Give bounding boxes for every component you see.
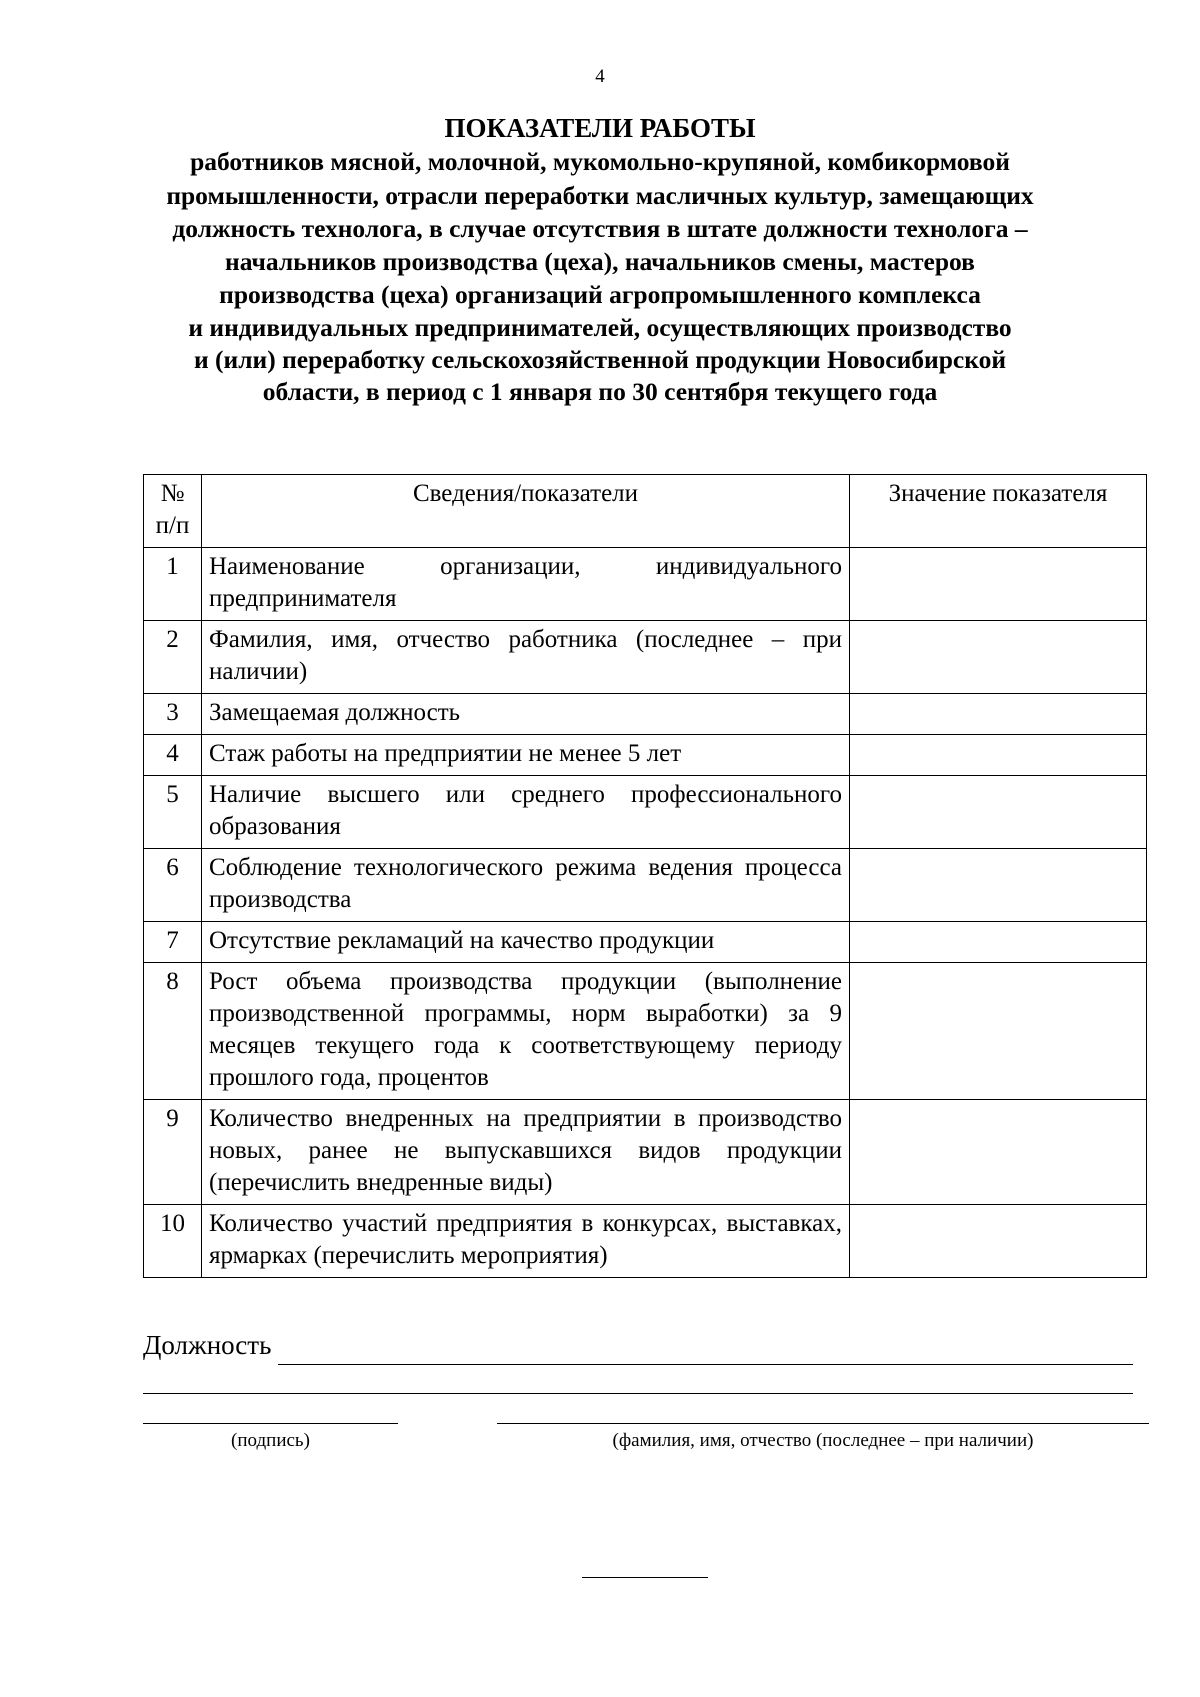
row-value[interactable] <box>850 776 1147 849</box>
subtitle-line: должность технолога, в случае отсутствия в штате должности технолога – <box>172 214 1028 243</box>
row-value[interactable] <box>850 1100 1147 1205</box>
table-row <box>144 922 1147 963</box>
subtitle-line: и (или) переработку сельскохозяйственной продукции Новосибирской <box>193 345 1007 374</box>
header-num: № п/п <box>144 475 202 548</box>
row-value[interactable] <box>850 621 1147 694</box>
position-field[interactable] <box>143 1330 1133 1370</box>
position-continuation-line[interactable] <box>143 1393 1133 1394</box>
end-of-document-rule <box>582 1577 708 1578</box>
row-number: 9 <box>144 1100 202 1205</box>
row-indicator: Фамилия, имя, отчество работника (последнее – при наличии) <box>202 621 850 694</box>
table-row <box>144 776 1147 849</box>
row-indicator: Наличие высшего или среднего профессионального образования <box>202 776 850 849</box>
table-row <box>144 548 1147 621</box>
header-info: Сведения/показатели <box>202 475 850 548</box>
row-indicator: Количество участий предприятия в конкурсах, выставках, ярмарках (перечислить мероприятия) <box>202 1205 850 1278</box>
row-indicator: Стаж работы на предприятии не менее 5 лет <box>202 735 850 776</box>
table-row <box>144 1205 1147 1278</box>
row-value[interactable] <box>850 922 1147 963</box>
full-name-caption: (фамилия, имя, отчество (последнее – при наличии) <box>612 1430 1034 1451</box>
signature-line[interactable] <box>143 1423 398 1424</box>
table-row <box>144 694 1147 735</box>
table-row <box>144 621 1147 694</box>
row-number: 4 <box>144 735 202 776</box>
signature-caption: (подпись) <box>231 1430 310 1451</box>
row-value[interactable] <box>850 694 1147 735</box>
row-value[interactable] <box>850 1205 1147 1278</box>
full-name-line[interactable] <box>497 1423 1149 1424</box>
indicators-table <box>143 474 1147 1278</box>
row-number: 8 <box>144 963 202 1100</box>
row-number: 10 <box>144 1205 202 1278</box>
table-row <box>144 1100 1147 1205</box>
row-number: 2 <box>144 621 202 694</box>
header-value: Значение показателя <box>850 475 1147 548</box>
subtitle-line: работников мясной, молочной, мукомольно-крупяной, комбикормовой <box>190 147 1010 176</box>
subtitle-line: производства (цеха) организаций агропромышленного комплекса <box>219 280 981 309</box>
subtitle-line: области, в период с 1 января по 30 сентября текущего года <box>262 377 938 406</box>
page-number: 4 <box>595 66 605 87</box>
row-number: 1 <box>144 548 202 621</box>
row-number: 7 <box>144 922 202 963</box>
subtitle-line: начальников производства (цеха), начальников смены, мастеров <box>225 247 975 276</box>
row-indicator: Наименование организации, индивидуального предпринимателя <box>202 548 850 621</box>
row-indicator: Рост объема производства продукции (выполнение производственной программы, норм выработки) за 9 месяцев текущего года к соответствующему периоду прошлого года, процентов <box>202 963 850 1100</box>
table-row <box>144 849 1147 922</box>
position-label: Должность <box>143 1330 272 1360</box>
row-value[interactable] <box>850 849 1147 922</box>
row-indicator: Соблюдение технологического режима ведения процесса производства <box>202 849 850 922</box>
row-indicator: Замещаемая должность <box>202 694 850 735</box>
row-number: 6 <box>144 849 202 922</box>
document-title: ПОКАЗАТЕЛИ РАБОТЫ <box>444 113 756 143</box>
table-row <box>144 735 1147 776</box>
subtitle-line: промышленности, отрасли переработки масличных культур, замещающих <box>166 181 1034 210</box>
row-value[interactable] <box>850 735 1147 776</box>
row-number: 5 <box>144 776 202 849</box>
row-indicator: Отсутствие рекламаций на качество продукции <box>202 922 850 963</box>
table-row <box>144 963 1147 1100</box>
row-indicator: Количество внедренных на предприятии в производство новых, ранее не выпускавшихся видов продукции (перечислить внедренные виды) <box>202 1100 850 1205</box>
table-header-row <box>144 475 1147 548</box>
subtitle-line: и индивидуальных предпринимателей, осуществляющих производство <box>188 313 1012 342</box>
row-number: 3 <box>144 694 202 735</box>
row-value[interactable] <box>850 963 1147 1100</box>
row-value[interactable] <box>850 548 1147 621</box>
position-underline[interactable] <box>278 1364 1133 1365</box>
